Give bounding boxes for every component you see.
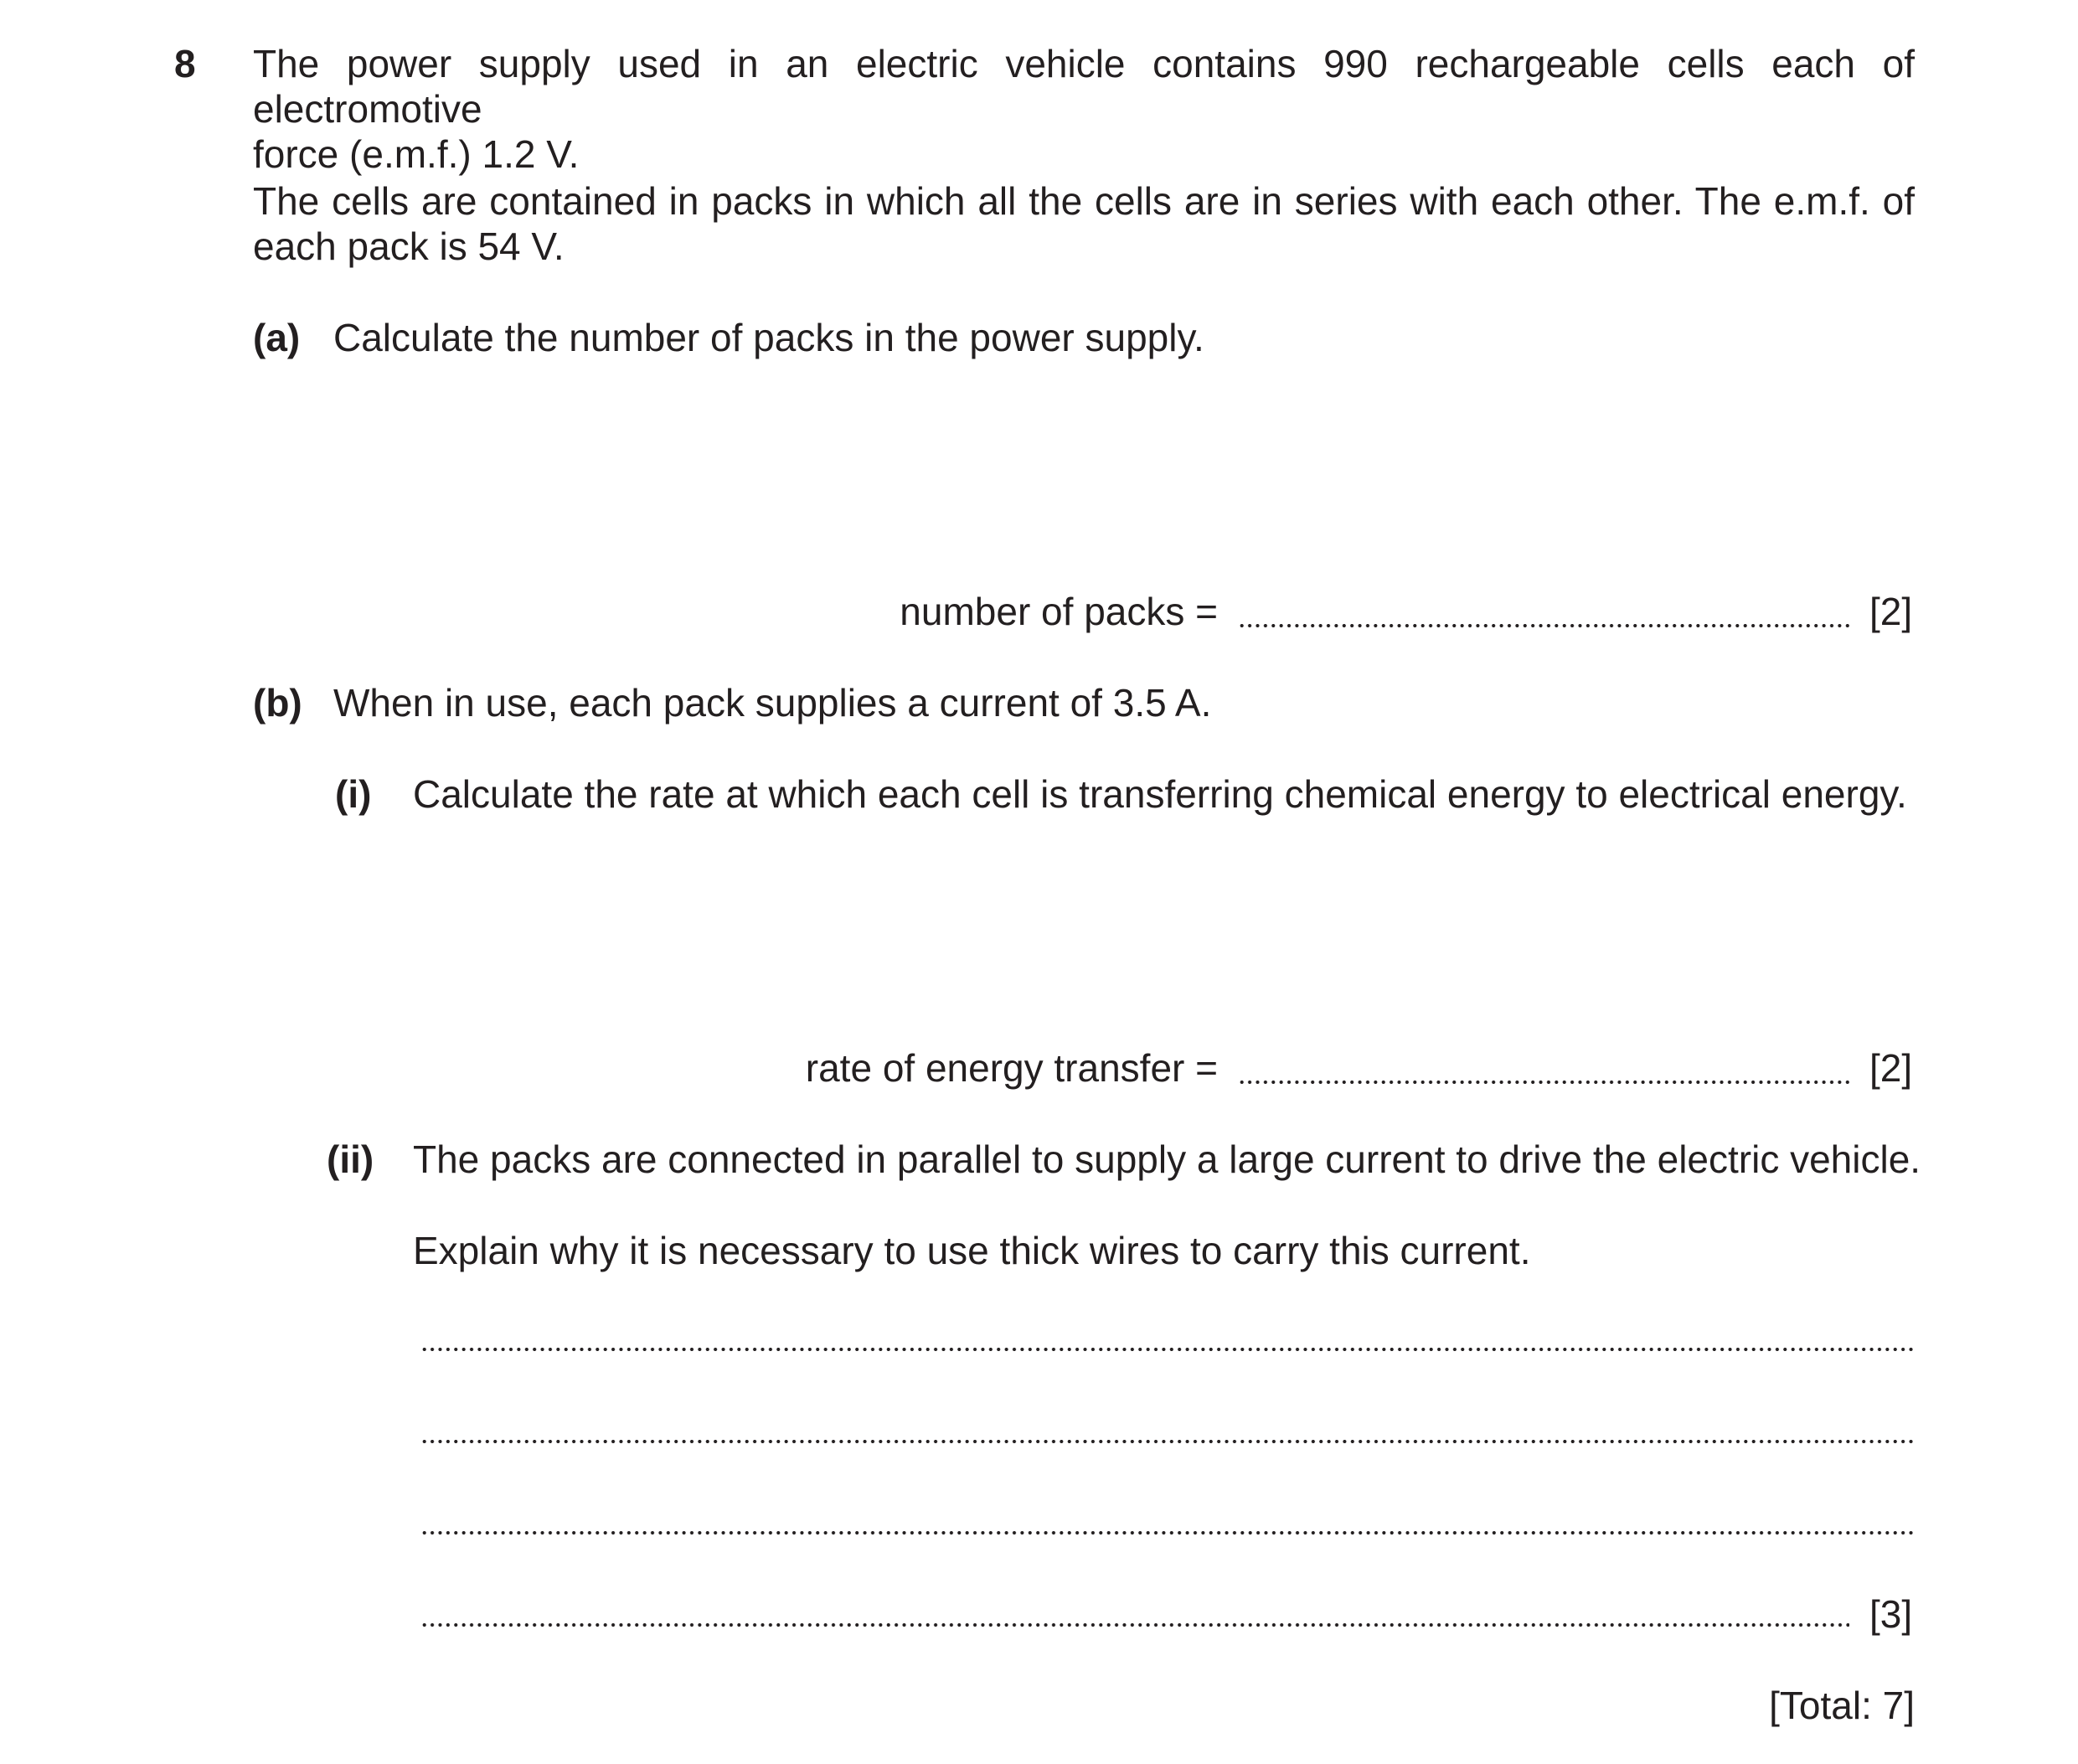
part-a-label: (a) xyxy=(253,316,301,359)
part-b-ii-text: The packs are connected in parallel to supply a large current to drive the electric vehicle. xyxy=(413,1137,1921,1181)
pack-line-2: each pack is 54 V. xyxy=(253,224,565,268)
answer-line-3[interactable] xyxy=(420,1529,1913,1536)
part-b-i-label: (i) xyxy=(335,772,372,816)
answer-line-2[interactable] xyxy=(420,1438,1913,1445)
part-b-ii-prompt: Explain why it is necessary to use thick wires to carry this current. xyxy=(413,1229,1531,1272)
part-b-i-marks: [2] xyxy=(1869,1046,1913,1090)
pack-line-1: The cells are contained in packs in which all the cells are in series with each other. The e.m.f. of xyxy=(253,179,1915,223)
intro-line-1: The power supply used in an electric vehicle contains 990 rechargeable cells each of electromotive xyxy=(253,42,1915,131)
pack-paragraph xyxy=(253,178,1915,269)
part-b-text: When in use, each pack supplies a current of 3.5 A. xyxy=(333,681,1212,725)
part-b-label: (b) xyxy=(253,681,302,725)
part-a-marks: [2] xyxy=(1869,590,1913,633)
question-number: 8 xyxy=(174,42,196,85)
intro-line-2: force (e.m.f.) 1.2 V. xyxy=(253,132,580,176)
part-b-i-text: Calculate the rate at which each cell is transferring chemical energy to electrical energy. xyxy=(413,772,1907,816)
energy-answer-line[interactable] xyxy=(1238,1079,1849,1086)
energy-answer-label: rate of energy transfer = xyxy=(805,1046,1218,1090)
part-a-text: Calculate the number of packs in the power supply. xyxy=(333,316,1204,359)
answer-line-1[interactable] xyxy=(420,1346,1913,1353)
total-marks: [Total: 7] xyxy=(1769,1684,1915,1727)
intro-paragraph xyxy=(253,41,1915,177)
part-b-ii-marks: [3] xyxy=(1869,1592,1913,1636)
answer-line-4[interactable] xyxy=(420,1622,1849,1628)
packs-answer-label: number of packs = xyxy=(900,590,1218,633)
packs-answer-line[interactable] xyxy=(1238,622,1849,629)
part-b-ii-label: (ii) xyxy=(327,1137,374,1181)
